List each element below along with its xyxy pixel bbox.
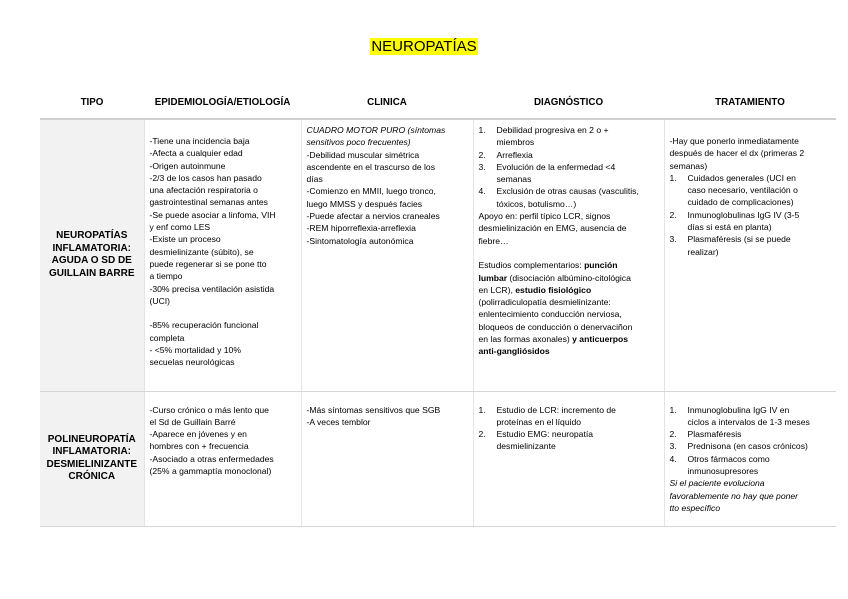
- text-line: completa: [149, 332, 185, 343]
- list-number: 3.: [478, 161, 486, 172]
- list-number: 2.: [669, 209, 677, 220]
- text-line: enlentecimiento conducción nerviosa,: [478, 309, 622, 320]
- text-line: fiebre…: [478, 235, 509, 246]
- comp-text: en las formas axonales): [478, 334, 573, 345]
- text-line: luego MMSS y después facies: [306, 198, 423, 209]
- text-line: Cuidados generales (UCI en: [687, 172, 796, 183]
- type-line: NEUROPATÍAS: [56, 230, 128, 242]
- bold-term: anticuerpos: [579, 334, 629, 345]
- text-line: -Debilidad muscular simétrica: [306, 149, 420, 160]
- list-number: 1.: [478, 125, 486, 135]
- table-row: [40, 119, 836, 391]
- list-item: [479, 185, 660, 210]
- text-line: Plasmaféresis: [687, 429, 742, 440]
- text-line: Apoyo en: perfil típico LCR, signos: [478, 211, 611, 222]
- type-line: GUILLAIN BARRE: [48, 267, 135, 279]
- text-line: -85% recuperación funcional: [149, 320, 259, 331]
- list-number: 3.: [669, 234, 677, 245]
- list-item: [670, 453, 833, 478]
- tratamiento-cell: [664, 391, 836, 526]
- text-line: a tiempo: [149, 271, 183, 282]
- epidemiology-cell: [144, 119, 301, 391]
- header-diagnostico: DIAGNÓSTICO: [473, 86, 664, 119]
- list-item: [670, 428, 833, 440]
- text-line: puede regenerar si se pone tto: [149, 258, 267, 269]
- text-line: y enf como LES: [149, 222, 211, 233]
- spacer: [150, 307, 297, 319]
- text-line: -30% precisa ventilación asistida: [149, 283, 275, 294]
- text-line: Inmunoglobulinas IgG IV (3-5: [687, 209, 800, 220]
- text-line: hombres con + frecuencia: [149, 441, 249, 452]
- header-tipo: TIPO: [40, 86, 144, 119]
- page-title: [0, 38, 848, 56]
- type-line: CRÓNICA: [68, 471, 116, 482]
- title-highlight: NEUROPATÍAS: [371, 38, 477, 55]
- text-line: (UCI): [149, 295, 171, 306]
- type-line: INFLAMATORIA:: [52, 446, 131, 457]
- text-line: semanas: [496, 174, 532, 185]
- list-number: 3.: [669, 441, 677, 452]
- text-line: cuidado de complicaciones): [687, 197, 794, 208]
- tratamiento-cell: [664, 119, 836, 391]
- text-line: -Asociado a otras enfermedades: [149, 453, 274, 464]
- text-line: inmunosupresores: [687, 465, 759, 476]
- text-line: (25% a gammaptía monoclonal): [149, 465, 272, 476]
- italic-line: favorablemente no hay que poner: [669, 490, 799, 501]
- text-line: ascendente en el trascurso de los: [306, 161, 436, 172]
- text-line: (polirradiculopatía desmielinizante:: [478, 297, 611, 308]
- comp-text: (disociación albúmino-citológica: [507, 272, 631, 283]
- list-number: 2.: [478, 149, 486, 160]
- text-line: proteínas en el líquido: [496, 416, 582, 427]
- text-line: ciclos a intervalos de 1-3 meses: [687, 416, 810, 427]
- header-tratamiento: TRATAMIENTO: [664, 86, 836, 119]
- list-item: [479, 428, 660, 453]
- type-line: POLINEUROPATÍA: [47, 433, 136, 445]
- header-row: [40, 86, 836, 119]
- list-number: 2.: [669, 429, 677, 440]
- text-line: desmielinización en EMG, ausencia de: [478, 223, 627, 234]
- text-line: -Comienzo en MMII, luego tronco,: [306, 186, 436, 197]
- italic-line: sensitivos poco frecuentes): [306, 137, 411, 148]
- list-item: [670, 440, 833, 452]
- type-line: DESMIELINIZANTE: [46, 458, 138, 470]
- bold-term: punción: [584, 260, 618, 271]
- list-item: [670, 209, 833, 234]
- type-line: INFLAMATORIA:: [52, 242, 131, 254]
- text-line: días: [306, 174, 323, 185]
- text-line: Plasmaféresis (si se puede: [687, 234, 791, 245]
- list-item: [479, 404, 660, 429]
- epidemiology-cell: [144, 391, 301, 526]
- list-item: [670, 233, 833, 258]
- header-epidemiologia: EPIDEMIOLOGÍA/ETIOLOGÍA: [144, 86, 301, 119]
- list-number: 4.: [478, 186, 486, 197]
- text-line: -Curso crónico o más lento que: [149, 404, 269, 415]
- text-line: Arreflexia: [496, 149, 533, 160]
- text-line: Exclusión de otras causas (vasculitis,: [496, 186, 639, 197]
- text-line: -Existe un proceso: [149, 234, 221, 245]
- text-line: -Afecta a cualquier edad: [149, 148, 243, 159]
- text-line: Inmunoglobulina IgG IV en: [687, 404, 790, 415]
- text-line: Otros fármacos como: [687, 453, 770, 464]
- clinica-cell: [301, 391, 473, 526]
- bold-term: lumbar: [478, 272, 508, 283]
- text-line: -REM hiporreflexia-arreflexia: [306, 223, 416, 234]
- text-line: -Origen autoinmune: [149, 160, 226, 171]
- text-line: realizar): [687, 246, 719, 257]
- text-line: Prednisona (en casos crónicos): [687, 441, 808, 452]
- text-line: [479, 259, 660, 271]
- text-line: desmielinizante (súbito), se: [149, 246, 254, 257]
- list-item: [479, 149, 660, 161]
- list-number: 4.: [669, 453, 677, 464]
- neuropathies-table: [40, 86, 836, 527]
- type-cell: [40, 119, 144, 391]
- type-cell: [40, 391, 144, 526]
- list-number: 1.: [669, 172, 677, 183]
- text-line: -Hay que ponerlo inmediatamente: [669, 136, 799, 146]
- bold-line: anti-gangliósidos: [478, 346, 550, 357]
- text-line: tóxicos, botulismo…): [496, 198, 577, 209]
- text-line: una afectación respiratoria o: [149, 185, 258, 196]
- text-line: el Sd de Guillain Barré: [149, 416, 236, 427]
- text-line: Estudio de LCR: incremento de: [496, 404, 616, 415]
- text-line: días si está en planta): [687, 222, 772, 233]
- text-line: Debilidad progresiva en 2 o +: [496, 125, 609, 135]
- text-line: -Aparece en jóvenes y en: [149, 429, 247, 440]
- comp-text: en LCR),: [478, 284, 516, 295]
- text-line: -2/3 de los casos han pasado: [149, 172, 262, 183]
- list-item: [479, 161, 660, 186]
- text-line: -A veces temblor: [306, 416, 371, 427]
- text-line: -Puede afectar a nervios craneales: [306, 211, 440, 222]
- text-line: Estudio EMG: neuropatía: [496, 429, 593, 440]
- list-item: [479, 124, 660, 149]
- text-line: semanas): [669, 160, 708, 171]
- text-line: Evolución de la enfermedad <4: [496, 161, 616, 172]
- table-row: [40, 391, 836, 526]
- text-line: -Tiene una incidencia baja: [149, 136, 250, 146]
- comp-intro: Estudios complementarios:: [478, 260, 585, 271]
- list-number: 1.: [669, 404, 677, 415]
- text-line: [479, 333, 660, 345]
- text-line: desmielinizante: [496, 441, 556, 452]
- text-line: secuelas neurológicas: [149, 357, 235, 368]
- diagnostico-cell: [473, 391, 664, 526]
- text-line: -Se puede asociar a linfoma, VIH: [149, 209, 276, 220]
- text-line: caso necesario, ventilación o: [687, 185, 798, 196]
- text-line: miembros: [496, 137, 535, 148]
- list-item: [670, 404, 833, 429]
- list-number: 1.: [478, 404, 486, 415]
- italic-line: tto específico: [669, 502, 721, 513]
- text-line: después de hacer el dx (primeras 2: [669, 148, 805, 159]
- spacer: [479, 247, 660, 259]
- text-line: [479, 284, 660, 296]
- list-number: 2.: [478, 429, 486, 440]
- clinica-cell: [301, 119, 473, 391]
- diagnostico-cell: [473, 119, 664, 391]
- text-line: -Más síntomas sensitivos que SGB: [306, 404, 441, 415]
- bold-term: y: [572, 334, 580, 345]
- italic-line: CUADRO MOTOR PURO (síntomas: [306, 125, 446, 135]
- text-line: [479, 272, 660, 284]
- text-line: gastrointestinal semanas antes: [149, 197, 268, 208]
- bold-term: estudio fisiológico: [515, 284, 592, 295]
- italic-line: Si el paciente evoluciona: [669, 478, 765, 489]
- header-clinica: CLINICA: [301, 86, 473, 119]
- text-line: bloqueos de conducción o denervaciñon: [478, 321, 633, 332]
- list-item: [670, 172, 833, 209]
- text-line: -Sintomatología autonómica: [306, 235, 414, 246]
- type-line: AGUDA O SD DE: [51, 255, 132, 267]
- text-line: - <5% mortalidad y 10%: [149, 345, 241, 356]
